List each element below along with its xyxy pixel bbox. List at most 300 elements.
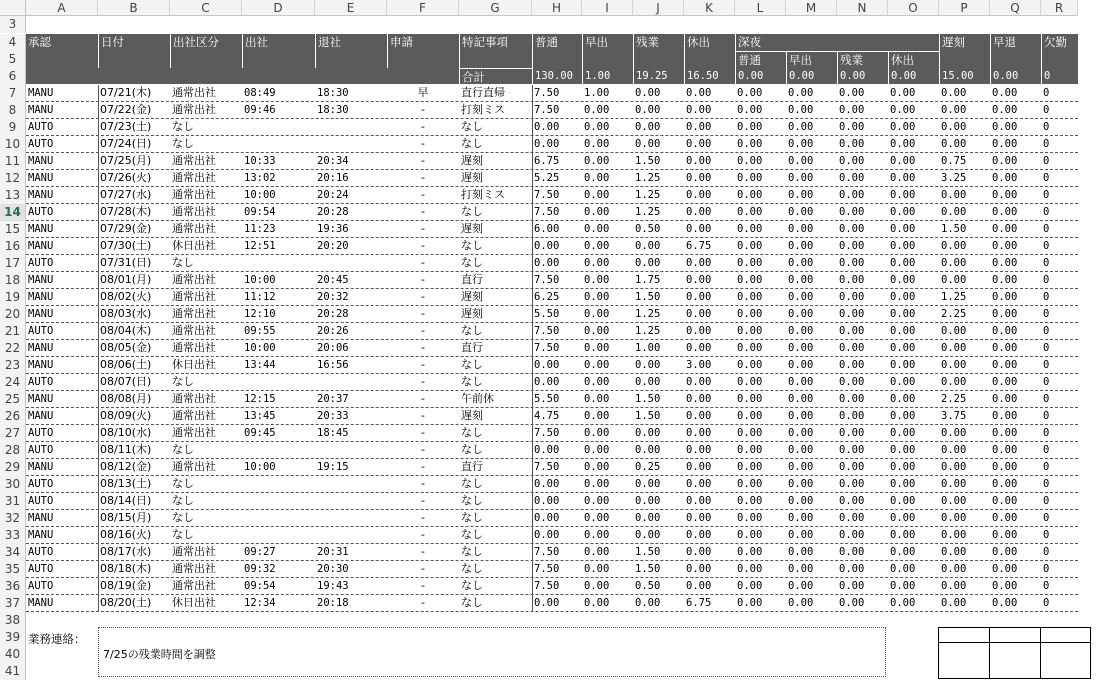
cell-a[interactable]: MANU (28, 529, 54, 541)
column-header-j[interactable]: J (633, 0, 684, 16)
cell-j[interactable]: 0.00 (635, 495, 661, 507)
cell-f[interactable]: - (421, 494, 425, 507)
cell-e[interactable]: 19:36 (317, 223, 349, 235)
cell-b[interactable]: 08/18(木) (100, 562, 152, 575)
cell-h[interactable]: 7.50 (534, 546, 560, 558)
cell-o[interactable]: 0.00 (890, 104, 916, 116)
cell-b[interactable]: 08/14(日) (100, 494, 152, 507)
cell-c[interactable]: 通常出社 (172, 188, 216, 201)
cell-m[interactable]: 0.00 (788, 189, 814, 201)
cell-d[interactable] (242, 119, 315, 135)
cell-f[interactable]: - (421, 528, 425, 541)
cell-e[interactable] (315, 493, 387, 509)
cell-f[interactable]: - (421, 239, 425, 252)
cell-o[interactable]: 0.00 (890, 427, 916, 439)
cell-m[interactable]: 0.00 (788, 546, 814, 558)
column-header-a[interactable]: A (26, 0, 98, 16)
row-header-38[interactable]: 38 (0, 612, 26, 629)
cell-j[interactable]: 1.50 (635, 563, 661, 575)
cell-j[interactable]: 1.25 (635, 189, 661, 201)
cell-a[interactable]: MANU (28, 223, 54, 235)
cell-q[interactable]: 0.00 (992, 376, 1018, 388)
row-header-9[interactable]: 9 (0, 119, 26, 136)
row-header-7[interactable]: 7 (0, 85, 26, 102)
cell-p[interactable]: 0.00 (941, 529, 967, 541)
cell-q[interactable]: 0.00 (992, 121, 1018, 133)
cell-g[interactable]: なし (461, 511, 483, 524)
cell-p[interactable]: 0.00 (941, 325, 967, 337)
column-header-l[interactable]: L (735, 0, 786, 16)
cell-e[interactable]: 20:24 (317, 189, 349, 201)
cell-g[interactable]: 打刻ミス (461, 188, 505, 201)
row-header-13[interactable]: 13 (0, 187, 26, 204)
cell-a[interactable]: MANU (28, 87, 54, 99)
cell-m[interactable]: 0.00 (788, 563, 814, 575)
cell-g[interactable]: 遅刻 (461, 409, 483, 422)
cell-i[interactable]: 0.00 (584, 512, 610, 524)
cell-b[interactable]: 07/31(日) (100, 256, 152, 269)
cell-c[interactable]: 通常出社 (172, 392, 216, 405)
cell-l[interactable]: 0.00 (737, 104, 763, 116)
cell-o[interactable]: 0.00 (890, 342, 916, 354)
cell-f[interactable]: - (421, 171, 425, 184)
cell-b[interactable]: 08/10(水) (100, 426, 152, 439)
table-row[interactable] (26, 85, 1078, 102)
cell-a[interactable]: AUTO (28, 478, 54, 490)
cell-p[interactable]: 0.00 (941, 580, 967, 592)
column-header-k[interactable]: K (684, 0, 735, 16)
cell-h[interactable]: 0.00 (534, 444, 560, 456)
cell-i[interactable]: 0.00 (584, 461, 610, 473)
cell-o[interactable]: 0.00 (890, 512, 916, 524)
cell-n[interactable]: 0.00 (839, 359, 865, 371)
cell-h[interactable]: 7.50 (534, 189, 560, 201)
cell-o[interactable]: 0.00 (890, 189, 916, 201)
cell-b[interactable]: 07/26(火) (100, 171, 152, 184)
row-header-25[interactable]: 25 (0, 391, 26, 408)
cell-b[interactable]: 08/20(土) (100, 596, 152, 609)
cell-c[interactable]: 通常出社 (172, 273, 216, 286)
cell-h[interactable]: 0.00 (534, 121, 560, 133)
column-header-o[interactable]: O (888, 0, 939, 16)
table-row[interactable] (26, 476, 1078, 493)
cell-o[interactable]: 0.00 (890, 597, 916, 609)
cell-f[interactable]: - (421, 222, 425, 235)
cell-p[interactable]: 0.00 (941, 189, 967, 201)
row-header-31[interactable]: 31 (0, 493, 26, 510)
cell-r[interactable]: 0 (1043, 461, 1050, 473)
cell-n[interactable]: 0.00 (839, 563, 865, 575)
cell-g[interactable]: なし (461, 137, 483, 150)
cell-q[interactable]: 0.00 (992, 410, 1018, 422)
table-row[interactable] (26, 374, 1078, 391)
row-header-35[interactable]: 35 (0, 561, 26, 578)
cell-c[interactable]: 通常出社 (172, 205, 216, 218)
cell-h[interactable]: 7.50 (534, 274, 560, 286)
cell-b[interactable]: 07/22(金) (100, 103, 152, 116)
cell-e[interactable]: 20:33 (317, 410, 349, 422)
cell-c[interactable]: なし (172, 528, 194, 541)
cell-l[interactable]: 0.00 (737, 563, 763, 575)
table-row[interactable] (26, 153, 1078, 170)
row-header-17[interactable]: 17 (0, 255, 26, 272)
cell-i[interactable]: 0.00 (584, 206, 610, 218)
row-header-19[interactable]: 19 (0, 289, 26, 306)
cell-d[interactable]: 10:00 (244, 461, 276, 473)
cell-r[interactable]: 0 (1043, 155, 1050, 167)
cell-l[interactable]: 0.00 (737, 308, 763, 320)
cell-c[interactable]: なし (172, 137, 194, 150)
row-header-40[interactable]: 40 (0, 646, 26, 663)
cell-i[interactable]: 0.00 (584, 325, 610, 337)
cell-l[interactable]: 0.00 (737, 597, 763, 609)
cell-l[interactable]: 0.00 (737, 461, 763, 473)
cell-q[interactable]: 0.00 (992, 325, 1018, 337)
cell-l[interactable]: 0.00 (737, 138, 763, 150)
cell-r[interactable]: 0 (1043, 291, 1050, 303)
cell-i[interactable]: 1.00 (584, 87, 610, 99)
cell-e[interactable]: 20:26 (317, 325, 349, 337)
cell-l[interactable]: 0.00 (737, 240, 763, 252)
cell-a[interactable]: AUTO (28, 427, 54, 439)
cell-j[interactable]: 1.50 (635, 291, 661, 303)
cell-j[interactable]: 1.00 (635, 342, 661, 354)
cell-a[interactable]: AUTO (28, 138, 54, 150)
row-header-22[interactable]: 22 (0, 340, 26, 357)
cell-o[interactable]: 0.00 (890, 410, 916, 422)
cell-e[interactable]: 20:18 (317, 597, 349, 609)
cell-c[interactable]: なし (172, 477, 194, 490)
column-header-f[interactable]: F (387, 0, 459, 16)
cell-j[interactable]: 1.25 (635, 206, 661, 218)
cell-o[interactable]: 0.00 (890, 257, 916, 269)
cell-d[interactable]: 09:55 (244, 325, 276, 337)
cell-q[interactable]: 0.00 (992, 308, 1018, 320)
cell-c[interactable]: 通常出社 (172, 154, 216, 167)
cell-f[interactable]: - (421, 477, 425, 490)
row-header-34[interactable]: 34 (0, 544, 26, 561)
cell-m[interactable]: 0.00 (788, 291, 814, 303)
cell-g[interactable]: なし (461, 324, 483, 337)
row-header-5[interactable]: 5 (0, 51, 26, 68)
cell-d[interactable]: 10:00 (244, 189, 276, 201)
cell-i[interactable]: 0.00 (584, 580, 610, 592)
cell-c[interactable]: なし (172, 494, 194, 507)
cell-g[interactable]: なし (461, 375, 483, 388)
cell-a[interactable]: MANU (28, 597, 54, 609)
cell-h[interactable]: 7.50 (534, 461, 560, 473)
cell-k[interactable]: 0.00 (686, 223, 712, 235)
cell-m[interactable]: 0.00 (788, 359, 814, 371)
row-header-18[interactable]: 18 (0, 272, 26, 289)
cell-j[interactable]: 0.00 (635, 138, 661, 150)
cell-d[interactable] (242, 255, 315, 271)
cell-o[interactable]: 0.00 (890, 461, 916, 473)
cell-b[interactable]: 08/07(日) (100, 375, 152, 388)
cell-h[interactable]: 6.00 (534, 223, 560, 235)
cell-r[interactable]: 0 (1043, 240, 1050, 252)
cell-h[interactable]: 7.50 (534, 342, 560, 354)
cell-b[interactable]: 07/30(土) (100, 239, 152, 252)
cell-k[interactable]: 6.75 (686, 240, 712, 252)
cell-p[interactable]: 0.00 (941, 427, 967, 439)
cell-b[interactable]: 08/19(金) (100, 579, 152, 592)
cell-n[interactable]: 0.00 (839, 87, 865, 99)
cell-m[interactable]: 0.00 (788, 240, 814, 252)
cell-a[interactable]: AUTO (28, 376, 54, 388)
table-row[interactable] (26, 272, 1078, 289)
cell-g[interactable]: 直行 (461, 460, 483, 473)
cell-g[interactable]: 直行 (461, 341, 483, 354)
cell-c[interactable]: 通常出社 (172, 426, 216, 439)
cell-l[interactable]: 0.00 (737, 359, 763, 371)
cell-b[interactable]: 07/23(土) (100, 120, 152, 133)
cell-j[interactable]: 1.25 (635, 308, 661, 320)
cell-g[interactable]: 直行直帰 (461, 86, 505, 99)
cell-c[interactable]: 通常出社 (172, 562, 216, 575)
cell-j[interactable]: 0.00 (635, 257, 661, 269)
cell-j[interactable]: 0.00 (635, 512, 661, 524)
cell-j[interactable]: 0.00 (635, 376, 661, 388)
cell-f[interactable]: - (421, 341, 425, 354)
column-header-r[interactable]: R (1041, 0, 1078, 16)
cell-n[interactable]: 0.00 (839, 223, 865, 235)
cell-e[interactable]: 18:30 (317, 104, 349, 116)
cell-i[interactable]: 0.00 (584, 410, 610, 422)
cell-q[interactable]: 0.00 (992, 495, 1018, 507)
cell-k[interactable]: 0.00 (686, 155, 712, 167)
cell-i[interactable]: 0.00 (584, 597, 610, 609)
cell-c[interactable]: 休日出社 (172, 358, 216, 371)
cell-f[interactable]: - (421, 460, 425, 473)
cell-l[interactable]: 0.00 (737, 546, 763, 558)
row-header-29[interactable]: 29 (0, 459, 26, 476)
cell-e[interactable]: 18:45 (317, 427, 349, 439)
cell-j[interactable]: 1.50 (635, 410, 661, 422)
cell-k[interactable]: 0.00 (686, 342, 712, 354)
cell-b[interactable]: 08/05(金) (100, 341, 152, 354)
cell-n[interactable]: 0.00 (839, 410, 865, 422)
row-header-36[interactable]: 36 (0, 578, 26, 595)
cell-i[interactable]: 0.00 (584, 393, 610, 405)
cell-b[interactable]: 08/13(土) (100, 477, 152, 490)
table-row[interactable] (26, 510, 1078, 527)
cell-f[interactable]: - (421, 290, 425, 303)
table-row[interactable] (26, 442, 1078, 459)
cell-g[interactable]: 直行 (461, 273, 483, 286)
table-row[interactable] (26, 357, 1078, 374)
cell-a[interactable]: AUTO (28, 206, 54, 218)
cell-c[interactable]: 通常出社 (172, 86, 216, 99)
cell-d[interactable] (242, 136, 315, 152)
cell-j[interactable]: 0.00 (635, 121, 661, 133)
cell-f[interactable]: - (421, 188, 425, 201)
cell-r[interactable]: 0 (1043, 529, 1050, 541)
cell-b[interactable]: 08/17(水) (100, 545, 152, 558)
cell-m[interactable]: 0.00 (788, 461, 814, 473)
cell-d[interactable]: 11:12 (244, 291, 276, 303)
cell-p[interactable]: 2.25 (941, 393, 967, 405)
cell-m[interactable]: 0.00 (788, 376, 814, 388)
row-header-26[interactable]: 26 (0, 408, 26, 425)
cell-i[interactable]: 0.00 (584, 495, 610, 507)
table-row[interactable] (26, 102, 1078, 119)
cell-a[interactable]: AUTO (28, 257, 54, 269)
row-header-6[interactable]: 6 (0, 68, 26, 85)
cell-f[interactable]: - (421, 545, 425, 558)
cell-r[interactable]: 0 (1043, 427, 1050, 439)
cell-f[interactable]: - (421, 154, 425, 167)
cell-e[interactable]: 20:06 (317, 342, 349, 354)
cell-a[interactable]: AUTO (28, 495, 54, 507)
cell-i[interactable]: 0.00 (584, 478, 610, 490)
cell-q[interactable]: 0.00 (992, 240, 1018, 252)
cell-c[interactable]: なし (172, 256, 194, 269)
cell-d[interactable]: 11:23 (244, 223, 276, 235)
cell-f[interactable]: - (421, 375, 425, 388)
cell-d[interactable]: 09:54 (244, 580, 276, 592)
row-header-24[interactable]: 24 (0, 374, 26, 391)
cell-q[interactable]: 0.00 (992, 155, 1018, 167)
cell-l[interactable]: 0.00 (737, 274, 763, 286)
cell-p[interactable]: 0.00 (941, 512, 967, 524)
cell-m[interactable]: 0.00 (788, 223, 814, 235)
column-header-b[interactable]: B (98, 0, 170, 16)
table-row[interactable] (26, 119, 1078, 136)
cell-b[interactable]: 07/28(木) (100, 205, 152, 218)
cell-k[interactable]: 0.00 (686, 512, 712, 524)
cell-i[interactable]: 0.00 (584, 359, 610, 371)
cell-a[interactable]: AUTO (28, 444, 54, 456)
cell-p[interactable]: 0.00 (941, 359, 967, 371)
cell-p[interactable]: 2.25 (941, 308, 967, 320)
cell-i[interactable]: 0.00 (584, 376, 610, 388)
cell-q[interactable]: 0.00 (992, 189, 1018, 201)
cell-q[interactable]: 0.00 (992, 529, 1018, 541)
cell-o[interactable]: 0.00 (890, 393, 916, 405)
table-row[interactable] (26, 136, 1078, 153)
cell-j[interactable]: 1.75 (635, 274, 661, 286)
cell-p[interactable]: 0.00 (941, 342, 967, 354)
cell-h[interactable]: 5.50 (534, 308, 560, 320)
cell-o[interactable]: 0.00 (890, 138, 916, 150)
cell-q[interactable]: 0.00 (992, 580, 1018, 592)
column-header-q[interactable]: Q (990, 0, 1041, 16)
cell-h[interactable]: 5.25 (534, 172, 560, 184)
cell-m[interactable]: 0.00 (788, 597, 814, 609)
cell-c[interactable]: 通常出社 (172, 103, 216, 116)
select-all-corner[interactable] (0, 0, 26, 16)
cell-j[interactable]: 0.00 (635, 529, 661, 541)
cell-k[interactable]: 0.00 (686, 495, 712, 507)
cell-r[interactable]: 0 (1043, 172, 1050, 184)
cell-m[interactable]: 0.00 (788, 342, 814, 354)
column-header-c[interactable]: C (170, 0, 242, 16)
cell-a[interactable]: AUTO (28, 546, 54, 558)
cell-q[interactable]: 0.00 (992, 478, 1018, 490)
cell-g[interactable]: なし (461, 358, 483, 371)
cell-b[interactable]: 07/21(木) (100, 86, 152, 99)
cell-q[interactable]: 0.00 (992, 342, 1018, 354)
cell-i[interactable]: 0.00 (584, 155, 610, 167)
cell-a[interactable]: AUTO (28, 563, 54, 575)
table-row[interactable] (26, 238, 1078, 255)
table-row[interactable] (26, 170, 1078, 187)
cell-r[interactable]: 0 (1043, 546, 1050, 558)
cell-e[interactable]: 18:30 (317, 87, 349, 99)
cell-o[interactable]: 0.00 (890, 359, 916, 371)
cell-o[interactable]: 0.00 (890, 546, 916, 558)
cell-d[interactable]: 09:27 (244, 546, 276, 558)
cell-e[interactable] (315, 527, 387, 543)
cell-g[interactable]: なし (461, 596, 483, 609)
table-row[interactable] (26, 187, 1078, 204)
cell-o[interactable]: 0.00 (890, 240, 916, 252)
cell-r[interactable]: 0 (1043, 325, 1050, 337)
cell-n[interactable]: 0.00 (839, 121, 865, 133)
cell-j[interactable]: 1.50 (635, 546, 661, 558)
cell-h[interactable]: 0.00 (534, 376, 560, 388)
cell-l[interactable]: 0.00 (737, 393, 763, 405)
cell-a[interactable]: MANU (28, 240, 54, 252)
cell-p[interactable]: 3.25 (941, 172, 967, 184)
cell-i[interactable]: 0.00 (584, 121, 610, 133)
cell-e[interactable]: 20:28 (317, 308, 349, 320)
table-row[interactable] (26, 459, 1078, 476)
row-header-8[interactable]: 8 (0, 102, 26, 119)
cell-r[interactable]: 0 (1043, 495, 1050, 507)
cell-l[interactable]: 0.00 (737, 121, 763, 133)
table-row[interactable] (26, 221, 1078, 238)
cell-f[interactable]: - (421, 562, 425, 575)
cell-o[interactable]: 0.00 (890, 291, 916, 303)
cell-g[interactable]: なし (461, 562, 483, 575)
table-row[interactable] (26, 340, 1078, 357)
cell-h[interactable]: 7.50 (534, 563, 560, 575)
cell-n[interactable]: 0.00 (839, 274, 865, 286)
cell-q[interactable]: 0.00 (992, 104, 1018, 116)
cell-a[interactable]: AUTO (28, 580, 54, 592)
cell-d[interactable]: 13:44 (244, 359, 276, 371)
cell-e[interactable]: 20:30 (317, 563, 349, 575)
row-header-16[interactable]: 16 (0, 238, 26, 255)
cell-f[interactable]: - (421, 103, 425, 116)
cell-l[interactable]: 0.00 (737, 325, 763, 337)
cell-o[interactable]: 0.00 (890, 478, 916, 490)
cell-h[interactable]: 7.50 (534, 87, 560, 99)
cell-j[interactable]: 0.00 (635, 597, 661, 609)
cell-k[interactable]: 0.00 (686, 393, 712, 405)
cell-a[interactable]: MANU (28, 342, 54, 354)
cell-g[interactable]: なし (461, 494, 483, 507)
row-header-20[interactable]: 20 (0, 306, 26, 323)
cell-q[interactable]: 0.00 (992, 427, 1018, 439)
cell-h[interactable]: 7.50 (534, 104, 560, 116)
cell-p[interactable]: 0.00 (941, 87, 967, 99)
row-header-28[interactable]: 28 (0, 442, 26, 459)
cell-i[interactable]: 0.00 (584, 138, 610, 150)
cell-o[interactable]: 0.00 (890, 172, 916, 184)
cell-j[interactable]: 1.50 (635, 393, 661, 405)
cell-e[interactable]: 19:15 (317, 461, 349, 473)
cell-k[interactable]: 0.00 (686, 529, 712, 541)
column-header-g[interactable]: G (459, 0, 532, 16)
cell-p[interactable]: 0.00 (941, 121, 967, 133)
memo-box[interactable] (98, 627, 886, 677)
cell-f[interactable]: 早 (417, 86, 429, 99)
cell-g[interactable]: 午前休 (461, 392, 494, 405)
cell-a[interactable]: MANU (28, 189, 54, 201)
